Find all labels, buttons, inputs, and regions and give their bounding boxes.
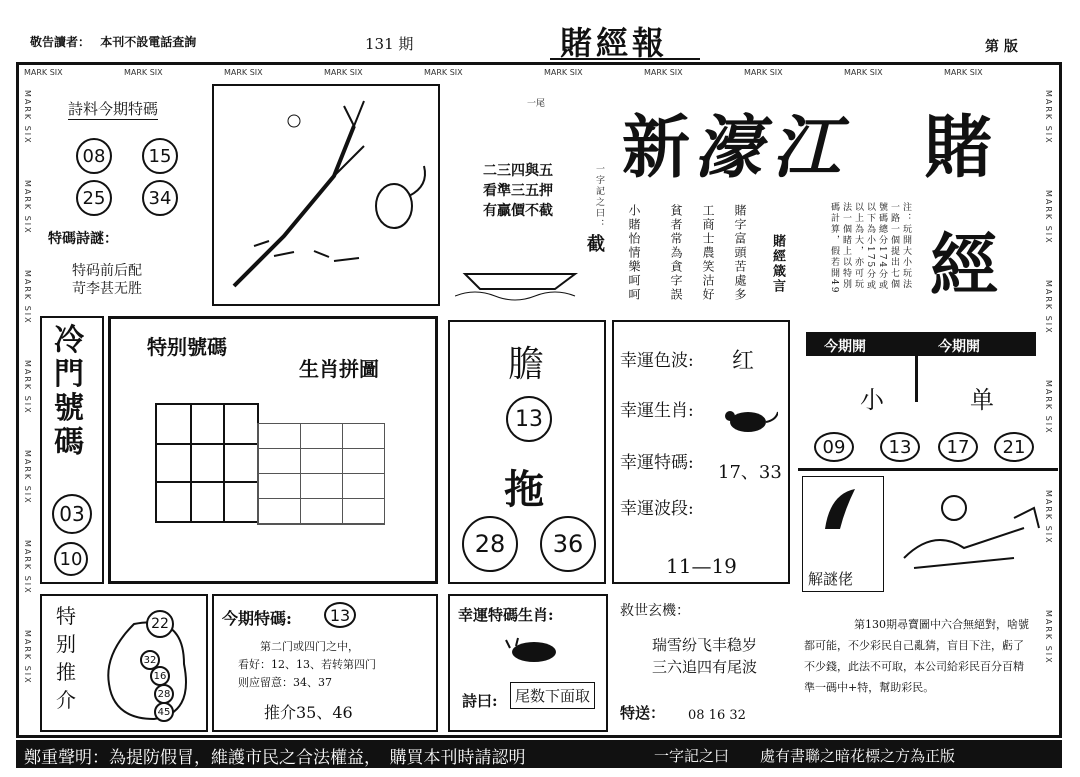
lucky-range-label: 幸運波段:: [620, 499, 694, 519]
number-ball: 36: [540, 516, 596, 572]
number-ball: 16: [150, 666, 170, 686]
lucky-panel: [612, 320, 790, 584]
watermark-strip-top: [20, 65, 1058, 81]
number-ball: 17: [938, 432, 978, 462]
rat-icon: [722, 402, 778, 438]
watermark: MARK SIX: [744, 68, 783, 77]
masthead-saying: 貧者常為貪字誤: [669, 204, 683, 302]
number-ball: 32: [140, 650, 160, 670]
size-value: 小: [860, 386, 884, 414]
lucky-color-value: 红: [732, 349, 755, 374]
poem-heading: 詩料今期特碼: [68, 100, 159, 118]
number-ball: 22: [146, 610, 174, 638]
watermark-column-left: [19, 90, 39, 730]
notice: [30, 33, 196, 50]
special-recommend-panel: [40, 594, 208, 732]
number-ball: 10: [54, 542, 88, 576]
cold-numbers-title: 冷門號碼: [54, 323, 84, 460]
lucky-zodiac-panel: [448, 594, 608, 732]
watermark: MARK SIX: [944, 68, 983, 77]
hot-tips-line: 三六追四有尾波: [652, 658, 758, 676]
number-ball: 09: [814, 432, 854, 462]
watermark: MARK SIX: [23, 630, 32, 685]
watermark: MARK SIX: [1044, 610, 1053, 665]
monkey-tree-drawing: [214, 86, 438, 304]
watermark: MARK SIX: [24, 68, 63, 77]
number-ball: 25: [76, 180, 112, 216]
puzzle-grid-empty: [257, 423, 385, 525]
send-numbers: 08 16 32: [688, 708, 746, 723]
special-code-line: 第二门或四门之中，: [260, 640, 359, 653]
lucky-number-label: 幸運特碼:: [620, 453, 694, 473]
lucky-color-label: 幸運色波:: [620, 351, 694, 371]
lucky-zodiac-title: 幸運特碼生肖:: [458, 606, 554, 624]
watermark: MARK SIX: [1044, 380, 1053, 435]
puzzle-grid-image: [155, 403, 259, 523]
masthead-panel: [612, 84, 1052, 306]
tuo-label: 拖: [504, 466, 544, 513]
masthead-char: 濠: [694, 108, 763, 188]
number-ball: 45: [154, 702, 174, 722]
poem-text: 尾数下面取: [510, 682, 595, 709]
section-divider: [798, 468, 1058, 471]
masthead-saying: 工商士農笑沽好: [701, 204, 715, 302]
special-code-label: 今期特碼:: [222, 609, 292, 628]
special-code-line: 则应留意：34、37: [238, 676, 332, 689]
flag-panel: [455, 84, 605, 306]
dan-tuo-panel: [448, 320, 606, 584]
hot-tips-panel: [612, 594, 790, 732]
masthead-char: 新: [622, 108, 691, 188]
number-ball: 13: [880, 432, 920, 462]
masthead-char: 經: [930, 226, 999, 306]
special-recommend-title: 特别推介: [56, 604, 76, 712]
masthead-char: 賭: [924, 108, 993, 188]
footer-slogan: 一字記之曰: [654, 747, 730, 765]
solver-drawing: [894, 478, 1044, 588]
watermark: MARK SIX: [23, 450, 32, 505]
send-label: 特送：: [620, 704, 666, 722]
this-issue-header-label: 今期開: [824, 339, 866, 355]
parity-value: 单: [970, 386, 994, 414]
paper-title: 賭經報: [560, 24, 669, 62]
number-ball: 34: [142, 180, 178, 216]
footer-statement: 鄭重聲明：為提防假冒，維護市民之合法權益， 購買本刊時請認明: [24, 748, 526, 768]
watermark: MARK SIX: [23, 180, 32, 235]
lucky-number-value: 17、33: [718, 462, 782, 483]
poem-line: 特码前后配: [72, 263, 142, 279]
zodiac-puzzle-label: 生肖拼圖: [299, 357, 379, 381]
solver-label: 解謎佬: [808, 570, 854, 588]
poem-label: 特碼詩謎：: [48, 231, 118, 247]
watermark: MARK SIX: [1044, 190, 1053, 245]
watermark: MARK SIX: [23, 540, 32, 595]
number-ball: 21: [994, 432, 1034, 462]
this-issue-header-label: 今期開: [938, 339, 980, 355]
watermark-column-right: [1040, 90, 1060, 730]
this-issue-panel: [798, 324, 1052, 466]
watermark: MARK SIX: [23, 90, 32, 145]
watermark: MARK SIX: [544, 68, 583, 77]
lucky-zodiac-label: 幸運生肖:: [620, 401, 694, 421]
treasure-note-text: 第130期尋寶圖中六合無絕對，啥號都可能，不少彩民自己亂猜，盲目下注，虧了不少錢，此法不可取，本公司給彩民百分百精準一碼中+特，幫助彩民。: [804, 618, 1029, 694]
flag-side-char: 截: [587, 234, 605, 255]
number-ball: 28: [154, 684, 174, 704]
issue-number: 131 期: [365, 35, 414, 53]
monkey-illustration: [212, 84, 440, 306]
number-ball: 03: [52, 494, 92, 534]
number-ball: 13: [324, 602, 356, 628]
poem-numbers-panel: [40, 84, 200, 306]
hot-tips-title: 救世玄機：: [620, 603, 690, 619]
poem-line: 苛李甚无胜: [72, 281, 142, 297]
flag-text: 一尾: [527, 99, 546, 109]
poem-label: 詩曰:: [462, 692, 498, 710]
hot-tips-line: 瑞雪纷飞丰稳岁: [652, 636, 758, 654]
this-issue-divider: [915, 354, 918, 402]
treasure-note-panel: [800, 600, 1036, 732]
solver-figure: [820, 484, 860, 534]
ox-icon: [504, 632, 564, 668]
boat-drawing: [455, 234, 595, 304]
watermark: MARK SIX: [324, 68, 363, 77]
puzzle-solver-panel: [802, 476, 1048, 592]
watermark: MARK SIX: [844, 68, 883, 77]
watermark: MARK SIX: [424, 68, 463, 77]
watermark: MARK SIX: [1044, 490, 1053, 545]
flag-line: 二三四與五: [483, 163, 553, 179]
footer-tail: 處有書聯之暗花標之方為正版: [760, 747, 956, 765]
watermark: MARK SIX: [23, 270, 32, 325]
cold-numbers-panel: [40, 316, 104, 584]
flag-line: 看準三五押: [483, 183, 553, 199]
number-ball: 15: [142, 138, 178, 174]
special-code-recommend: 推介35、46: [264, 703, 353, 722]
watermark: MARK SIX: [23, 360, 32, 415]
zodiac-puzzle-label: 特别號碼: [147, 335, 227, 359]
masthead-saying: 小賭怡情樂呵呵: [627, 204, 641, 302]
flag-side-note: 一字記之曰：: [594, 164, 604, 230]
page-label: 第 版: [985, 39, 1018, 55]
dan-label: 膽: [508, 344, 545, 385]
watermark: MARK SIX: [644, 68, 683, 77]
masthead-sayings-label: 賭經箴言: [770, 234, 785, 294]
masthead-char: 江: [772, 108, 841, 188]
special-code-panel: [212, 594, 438, 732]
paper-title-underline: [550, 58, 700, 60]
number-ball: 28: [462, 516, 518, 572]
lucky-range-value: 11—19: [666, 554, 737, 578]
flag-line: 有贏價不截: [483, 203, 553, 219]
watermark: MARK SIX: [1044, 90, 1053, 145]
masthead-note: 注：玩開大小玩法一路一個提出七個號碼總分174分或以下為小175分或以上為大，亦可玩法一個睹上以特別碼計算，假若開49: [829, 202, 911, 295]
masthead-saying: 賭字富頭苦處多: [733, 204, 747, 302]
zodiac-puzzle-panel: [108, 316, 438, 584]
number-ball: 08: [76, 138, 112, 174]
number-ball: 13: [506, 396, 552, 442]
watermark: MARK SIX: [124, 68, 163, 77]
special-code-line: 看好：12、13、若转第四门: [238, 658, 376, 671]
notice-label: 敬告讀者：: [30, 35, 91, 49]
notice-text: 本刊不設電話查詢: [100, 35, 197, 49]
watermark: MARK SIX: [1044, 280, 1053, 335]
watermark: MARK SIX: [224, 68, 263, 77]
